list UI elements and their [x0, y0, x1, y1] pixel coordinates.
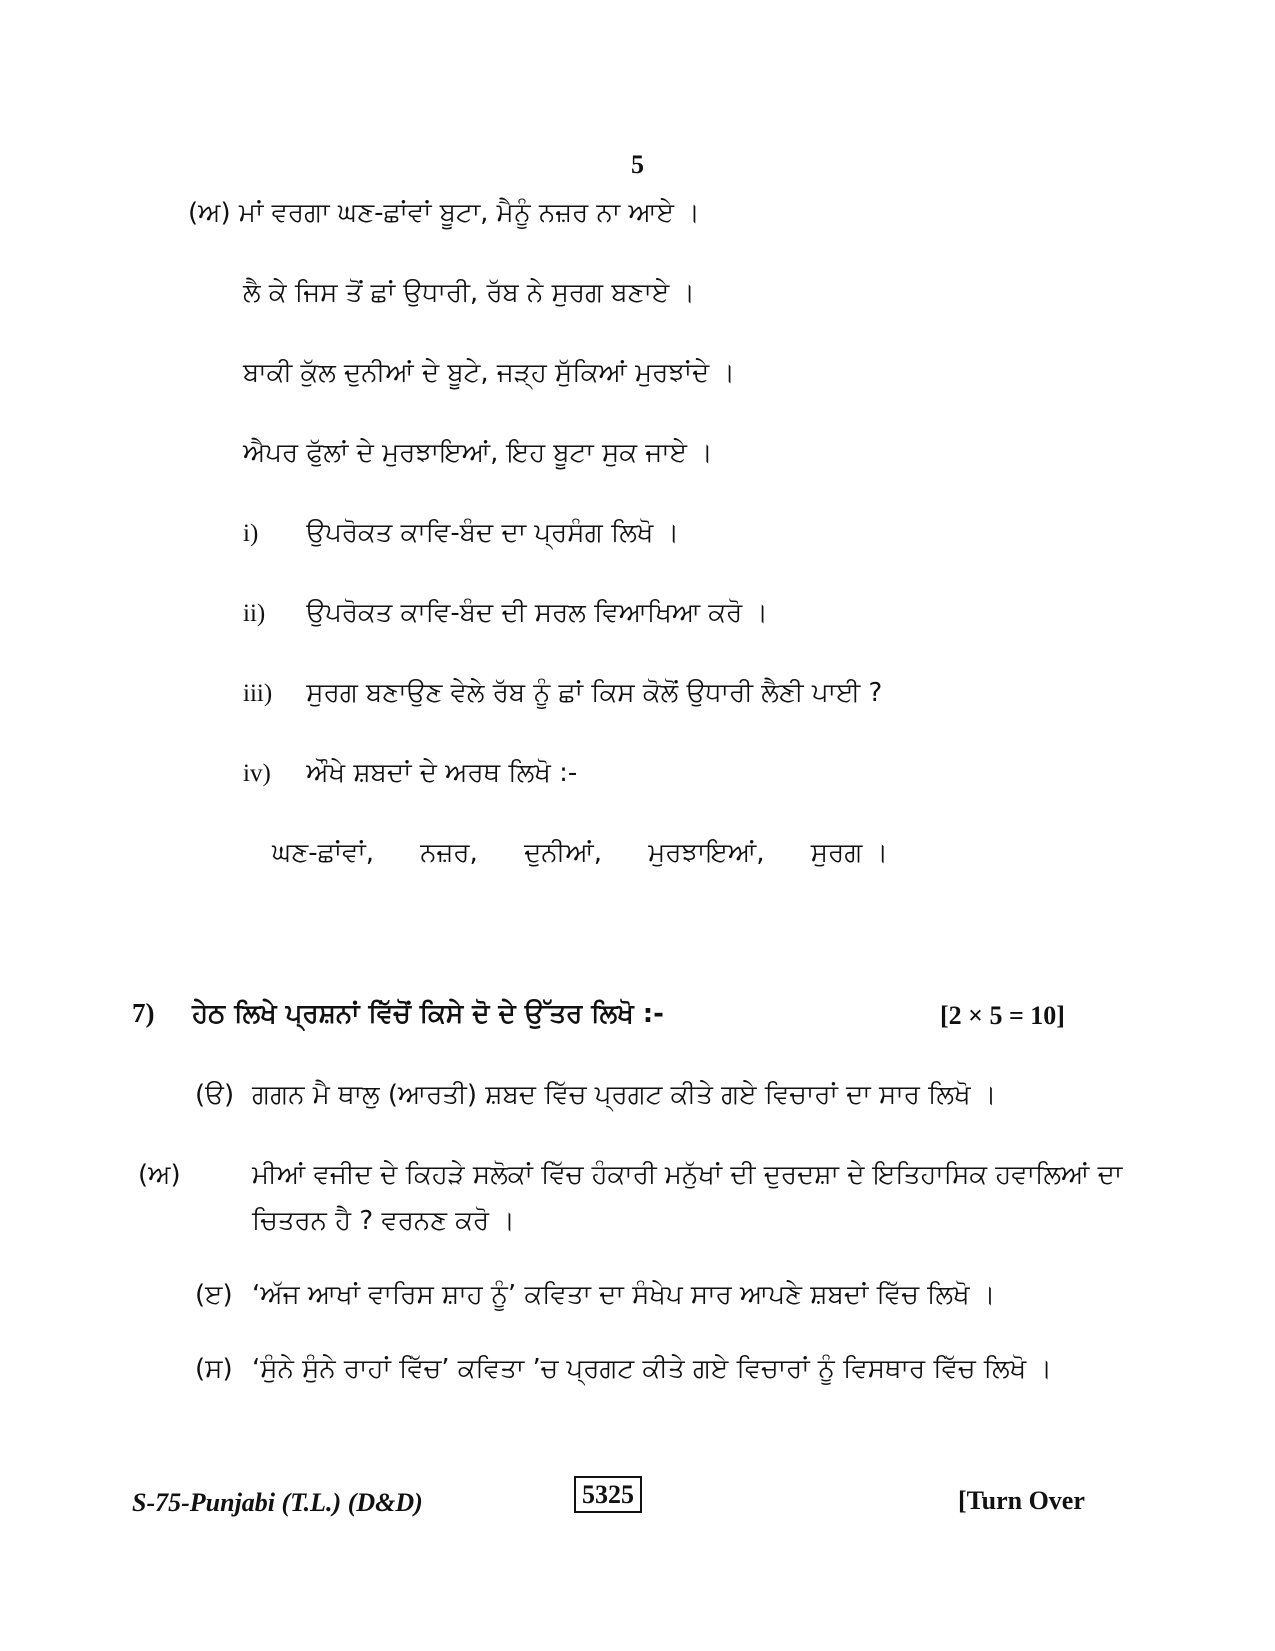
word: ਨਜ਼ਰ,: [420, 838, 478, 868]
item-text: ਗਗਨ ਮੈ ਥਾਲੁ (ਆਰਤੀ) ਸ਼ਬਦ ਵਿੱਚ ਪ੍ਰਗਟ ਕੀਤੇ ਗਏ ਵਿਚਾਰਾਂ ਦਾ ਸਾਰ ਲਿਖੋ ।: [252, 1080, 997, 1110]
word: ਸੁਰਗ ।: [810, 838, 889, 868]
sub-question-number: iv): [243, 760, 271, 787]
sub-question-2: [243, 598, 768, 629]
paper-number-box: [574, 1480, 642, 1510]
question-marks: [2 × 5 = 10]: [940, 1001, 1065, 1030]
word: ਦੁਨੀਆਂ,: [524, 838, 603, 868]
sub-question-number: i): [243, 520, 259, 547]
poem-line-1: [188, 198, 700, 229]
question-7-item-4: [195, 1346, 1145, 1392]
item-label: (ਸ): [195, 1354, 233, 1384]
paper-number: 5325: [574, 1476, 642, 1513]
item-label: (ਅ): [138, 1160, 181, 1190]
question-7-item-3: [195, 1272, 1145, 1318]
word: ਮੁਰਝਾਇਆਂ,: [648, 838, 765, 868]
question-7-item-1: [195, 1072, 1145, 1118]
word: ਘਣ-ਛਾਂਵਾਂ,: [272, 838, 374, 868]
sub-question-number: ii): [243, 600, 266, 627]
item-text: ‘ਅੱਜ ਆਖਾਂ ਵਾਰਿਸ ਸ਼ਾਹ ਨੂੰ’ ਕਵਿਤਾ ਦਾ ਸੰਖੇਪ ਸਾਰ ਆਪਣੇ ਸ਼ਬਦਾਂ ਵਿੱਚ ਲਿਖੋ ।: [252, 1280, 996, 1310]
question-7-heading: [132, 998, 664, 1030]
item-label: (ਅ): [188, 198, 231, 228]
sub-question-number: iii): [243, 680, 273, 707]
sub-question-text: ਉਪਰੋਕਤ ਕਾਵਿ-ਬੰਦ ਦਾ ਪ੍ਰਸੰਗ ਲਿਖੋ ।: [306, 518, 680, 548]
turn-over-note: [Turn Over: [958, 1486, 1085, 1515]
sub-question-text: ਉਪਰੋਕਤ ਕਾਵਿ-ਬੰਦ ਦੀ ਸਰਲ ਵਿਆਖਿਆ ਕਰੋ ।: [306, 598, 769, 628]
difficult-words-list: [272, 838, 926, 869]
sub-question-text: ਔਖੇ ਸ਼ਬਦਾਂ ਦੇ ਅਰਥ ਲਿਖੋ :-: [306, 758, 578, 788]
item-label: (ੲ): [195, 1280, 233, 1310]
sub-question-text: ਸੁਰਗ ਬਣਾਉਣ ਵੇਲੇ ਰੱਬ ਨੂੰ ਛਾਂ ਕਿਸ ਕੋਲੋਂ ਉਧਾਰੀ ਲੈਣੀ ਪਾਈ ?: [306, 678, 883, 708]
question-number: 7): [132, 998, 155, 1028]
poem-line-2: ਲੈ ਕੇ ਜਿਸ ਤੋਂ ਛਾਂ ਉਧਾਰੀ, ਰੱਬ ਨੇ ਸੁਰਗ ਬਣਾਏ ।: [243, 278, 696, 308]
question-7-item-2: [138, 1152, 1145, 1244]
question-title: ਹੇਠ ਲਿਖੇ ਪ੍ਰਸ਼ਨਾਂ ਵਿੱਚੋਂ ਕਿਸੇ ਦੋ ਦੇ ਉੱਤਰ ਲਿਖੋ :-: [192, 999, 664, 1029]
poem-line-text: ਮਾਂ ਵਰਗਾ ਘਣ-ਛਾਂਵਾਂ ਬੂਟਾ, ਮੈਨੂੰ ਨਜ਼ਰ ਨਾ ਆਏ ।: [238, 198, 700, 228]
poem-line-4: ਐਪਰ ਫੁੱਲਾਂ ਦੇ ਮੁਰਝਾਇਆਂ, ਇਹ ਬੂਟਾ ਸੁਕ ਜਾਏ ।: [243, 438, 713, 468]
item-text: ‘ਸੁੰਨੇ ਸੁੰਨੇ ਰਾਹਾਂ ਵਿੱਚ’ ਕਵਿਤਾ ’ਚ ਪ੍ਰਗਟ ਕੀਤੇ ਗਏ ਵਿਚਾਰਾਂ ਨੂੰ ਵਿਸਥਾਰ ਵਿੱਚ ਲਿਖੋ ।: [252, 1354, 1053, 1384]
page-number: 5: [631, 150, 644, 179]
sub-question-1: [243, 518, 679, 549]
item-label: (ੳ): [195, 1080, 235, 1110]
poem-line-3: ਬਾਕੀ ਕੁੱਲ ਦੁਨੀਆਂ ਦੇ ਬੂਟੇ, ਜੜ੍ਹ ਸੁੱਕਿਆਂ ਮੁਰਝਾਂਦੇ ।: [243, 358, 736, 388]
sub-question-4: [243, 758, 577, 789]
paper-code: S-75-Punjabi (T.L.) (D&D): [132, 1488, 423, 1517]
item-text: ਮੀਆਂ ਵਜੀਦ ਦੇ ਕਿਹੜੇ ਸਲੋਕਾਂ ਵਿੱਚ ਹੰਕਾਰੀ ਮਨੁੱਖਾਂ ਦੀ ਦੁਰਦਸ਼ਾ ਦੇ ਇਤਿਹਾਸਿਕ ਹਵਾਲਿਆਂ ਦਾ ਚਿਤਰਨ ਹੈ ? ਵਰਨਣ ਕਰੋ ।: [252, 1160, 1123, 1236]
sub-question-3: [243, 678, 882, 709]
